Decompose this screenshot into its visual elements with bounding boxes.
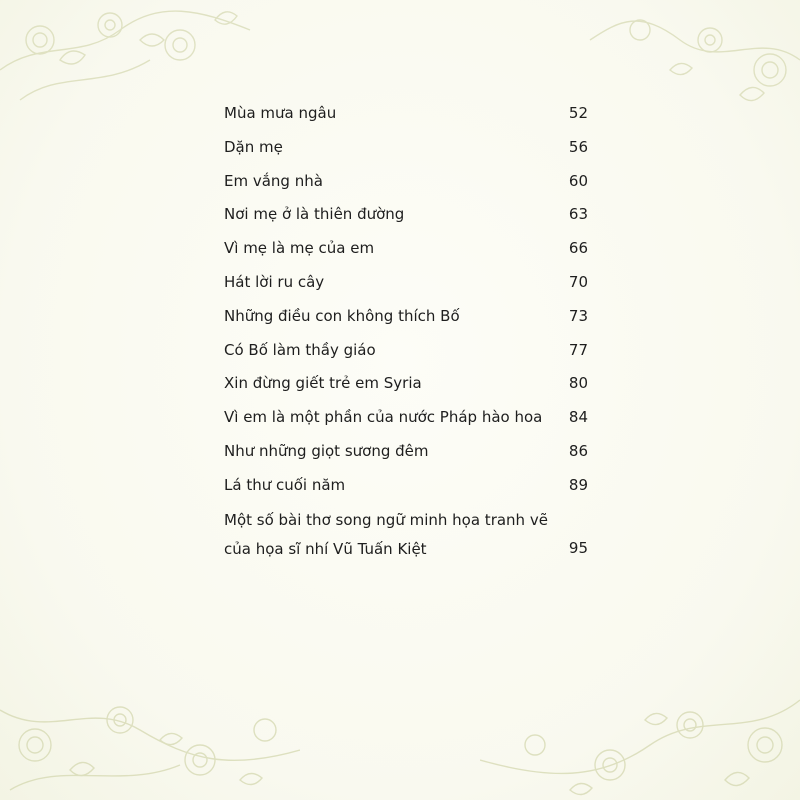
toc-entry [224, 100, 590, 134]
toc-entry [224, 235, 590, 269]
toc-entry-title-line: của họa sĩ nhí Vũ Tuấn Kiệt [224, 539, 427, 558]
toc-entry [224, 472, 590, 506]
toc-entry [224, 438, 590, 472]
toc-entry-page-number: 80 [568, 374, 588, 393]
toc-entry-page-number: 86 [568, 441, 588, 460]
toc-entry-page-number: 84 [568, 408, 588, 427]
toc-entry [224, 201, 590, 235]
toc-entry-title: Em vắng nhà [224, 171, 323, 190]
toc-entry-page-number: 70 [568, 272, 588, 291]
toc-entry-title: Xin đừng giết trẻ em Syria [224, 374, 422, 393]
floral-ornament-bottom-left [0, 650, 300, 800]
toc-entry-title: Vì mẹ là mẹ của em [224, 239, 375, 258]
toc-entry-title: Mùa mưa ngâu [224, 104, 337, 122]
toc-entry-page-number: 60 [568, 171, 588, 190]
toc-entry [224, 337, 590, 371]
toc-entry [224, 303, 590, 337]
toc-entry [224, 506, 590, 566]
toc-entry-title: Như những giọt sương đêm [224, 441, 429, 460]
toc-entry [224, 370, 590, 404]
toc-entry-title: Nơi mẹ ở là thiên đường [224, 205, 405, 224]
toc-entry-title: Dặn mẹ [224, 137, 283, 156]
toc-entry-page-number: 77 [568, 340, 588, 359]
toc-entry [224, 269, 590, 303]
toc-entry [224, 134, 590, 168]
toc-entry-page-number: 66 [568, 239, 588, 258]
toc-entry [224, 168, 590, 202]
toc-entry-title-line: Một số bài thơ song ngữ minh họa tranh vẽ [224, 510, 548, 529]
toc-entry-title: Lá thư cuối năm [224, 475, 346, 494]
toc-entry-page-number: 56 [568, 137, 588, 156]
toc-entry-title: Hát lời ru cây [224, 272, 325, 291]
toc-entry [224, 404, 590, 438]
toc-entry-title: Những điều con không thích Bố [224, 306, 460, 325]
toc-entry-page-number: 63 [568, 205, 588, 224]
floral-ornament-top-left [0, 0, 260, 110]
toc-entry-page-number: 73 [568, 306, 588, 325]
floral-ornament-top-right [580, 0, 800, 120]
floral-ornament-bottom-right [480, 650, 800, 800]
toc-entry-page-number: 95 [568, 538, 588, 557]
table-of-contents [224, 100, 590, 566]
toc-entry-page-number: 52 [568, 104, 588, 122]
toc-entry-title: Vì em là một phần của nước Pháp hào hoa [224, 408, 543, 427]
toc-entry-title [224, 506, 548, 564]
toc-entry-page-number: 89 [568, 475, 588, 494]
toc-entry-title: Có Bố làm thầy giáo [224, 340, 376, 359]
